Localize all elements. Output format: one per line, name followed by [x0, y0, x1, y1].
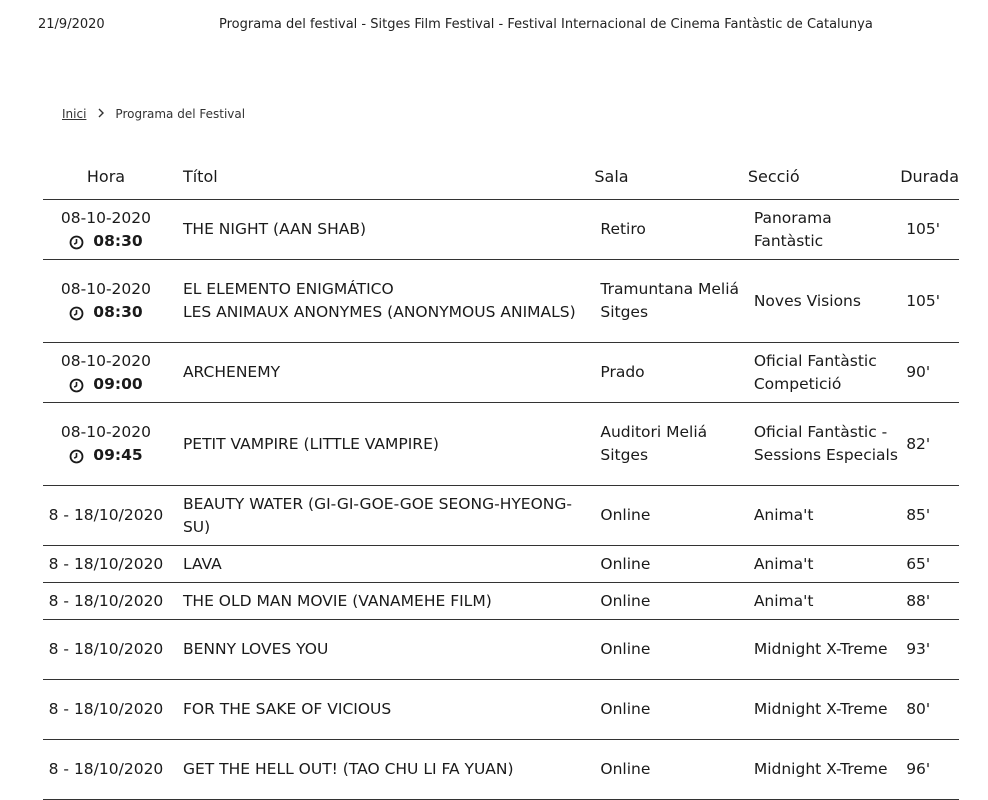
cell-section: Anima't — [748, 583, 900, 620]
screening-date: 08-10-2020 — [60, 280, 152, 298]
film-title-link[interactable]: BEAUTY WATER (GI-GI-GOE-GOE SEONG-HYEONG-SU) — [182, 494, 573, 536]
table-row[interactable] — [43, 740, 959, 800]
film-title-link[interactable]: FOR THE SAKE OF VICIOUS — [182, 700, 392, 718]
screening-date: 08-10-2020 — [60, 423, 152, 441]
cell-title — [169, 343, 594, 403]
screening-date: 8 - 18/10/2020 — [48, 700, 164, 718]
film-title-link[interactable]: BENNY LOVES YOU — [182, 640, 329, 658]
screening-time: 08:30 — [93, 303, 143, 321]
cell-time — [43, 620, 169, 680]
screening-time: 09:45 — [93, 446, 143, 464]
cell-title — [169, 583, 594, 620]
cell-section: Panorama Fantàstic — [748, 200, 900, 260]
film-title-link[interactable]: GET THE HELL OUT! (TAO CHU LI FA YUAN) — [182, 760, 514, 778]
film-title-link[interactable]: LES ANIMAUX ANONYMES (ANONYMOUS ANIMALS) — [182, 303, 576, 321]
column-header-title[interactable]: Títol — [169, 153, 594, 200]
screening-time-line — [43, 373, 169, 396]
cell-section: Oficial Fantàstic Competició — [748, 343, 900, 403]
print-page-title: Programa del festival - Sitges Film Festival - Festival Internacional de Cinema Fantàstic de Catalunya — [219, 17, 873, 32]
cell-title — [169, 260, 594, 343]
breadcrumb-home-link[interactable]: Inici — [62, 107, 87, 121]
cell-duration: 105' — [900, 260, 959, 343]
cell-room: Online — [594, 740, 747, 800]
cell-title — [169, 486, 594, 546]
column-header-duration[interactable]: Durada — [900, 153, 959, 200]
cell-room: Online — [594, 680, 747, 740]
cell-room: Tramuntana Meliá Sitges — [594, 260, 747, 343]
cell-time — [43, 403, 169, 486]
table-row[interactable] — [43, 486, 959, 546]
table-row[interactable] — [43, 343, 959, 403]
cell-section: Oficial Fantàstic - Sessions Especials — [748, 403, 900, 486]
screening-date: 8 - 18/10/2020 — [48, 506, 164, 524]
cell-section: Midnight X-Treme — [748, 680, 900, 740]
screening-time-line — [43, 444, 169, 467]
screening-time-line — [43, 301, 169, 324]
cell-room: Online — [594, 620, 747, 680]
cell-time — [43, 486, 169, 546]
screening-date: 8 - 18/10/2020 — [48, 760, 164, 778]
cell-duration: 88' — [900, 583, 959, 620]
cell-room: Retiro — [594, 200, 747, 260]
cell-section: Noves Visions — [748, 260, 900, 343]
breadcrumb-current: Programa del Festival — [115, 107, 246, 121]
cell-title — [169, 546, 594, 583]
column-header-room[interactable]: Sala — [594, 153, 747, 200]
program-table — [43, 153, 959, 800]
film-title-link[interactable]: ARCHENEMY — [182, 363, 281, 381]
cell-room: Prado — [594, 343, 747, 403]
cell-duration: 80' — [900, 680, 959, 740]
cell-room: Online — [594, 546, 747, 583]
cell-duration: 90' — [900, 343, 959, 403]
print-date: 21/9/2020 — [38, 17, 105, 32]
cell-duration: 82' — [900, 403, 959, 486]
cell-time — [43, 680, 169, 740]
table-row[interactable] — [43, 260, 959, 343]
cell-title — [169, 740, 594, 800]
cell-duration: 96' — [900, 740, 959, 800]
table-header-row — [43, 153, 959, 200]
cell-duration: 93' — [900, 620, 959, 680]
cell-title — [169, 200, 594, 260]
table-row[interactable] — [43, 403, 959, 486]
film-title-link[interactable]: PETIT VAMPIRE (LITTLE VAMPIRE) — [182, 434, 439, 453]
screening-time: 09:00 — [93, 374, 143, 393]
cell-room: Online — [594, 486, 747, 546]
table-row[interactable] — [43, 546, 959, 583]
table-row[interactable] — [43, 583, 959, 620]
cell-room: Online — [594, 583, 747, 620]
chevron-right-icon — [98, 107, 105, 121]
clock-icon — [69, 377, 84, 392]
table-row[interactable] — [43, 200, 959, 260]
film-title-link[interactable]: EL ELEMENTO ENIGMÁTICO — [182, 280, 394, 298]
breadcrumb — [62, 107, 245, 121]
cell-time — [43, 343, 169, 403]
cell-title — [169, 403, 594, 486]
cell-time — [43, 740, 169, 800]
cell-section: Midnight X-Treme — [748, 620, 900, 680]
film-title-link[interactable]: LAVA — [182, 554, 222, 573]
program-table-body — [43, 200, 959, 800]
table-row[interactable] — [43, 680, 959, 740]
cell-room: Auditori Meliá Sitges — [594, 403, 747, 486]
clock-icon — [69, 305, 84, 320]
screening-date: 8 - 18/10/2020 — [48, 640, 164, 658]
column-header-time[interactable]: Hora — [43, 153, 169, 200]
clock-icon — [69, 234, 84, 249]
cell-title — [169, 680, 594, 740]
clock-icon — [69, 448, 84, 463]
screening-date: 08-10-2020 — [60, 208, 152, 227]
screening-date: 08-10-2020 — [60, 351, 152, 370]
film-title-link[interactable]: THE NIGHT (AAN SHAB) — [182, 220, 367, 238]
cell-duration: 65' — [900, 546, 959, 583]
table-row[interactable] — [43, 620, 959, 680]
cell-time — [43, 260, 169, 343]
column-header-section[interactable]: Secció — [748, 153, 900, 200]
cell-section: Midnight X-Treme — [748, 740, 900, 800]
cell-duration: 85' — [900, 486, 959, 546]
cell-duration: 105' — [900, 200, 959, 260]
cell-section: Anima't — [748, 486, 900, 546]
cell-time — [43, 200, 169, 260]
film-title-link[interactable]: THE OLD MAN MOVIE (VANAMEHE FILM) — [182, 591, 492, 610]
cell-time — [43, 583, 169, 620]
screening-date: 8 - 18/10/2020 — [48, 554, 164, 573]
cell-section: Anima't — [748, 546, 900, 583]
screening-time-line — [43, 230, 169, 253]
print-header — [0, 17, 988, 37]
cell-time — [43, 546, 169, 583]
cell-title — [169, 620, 594, 680]
screening-date: 8 - 18/10/2020 — [48, 591, 164, 610]
screening-time: 08:30 — [93, 231, 143, 250]
